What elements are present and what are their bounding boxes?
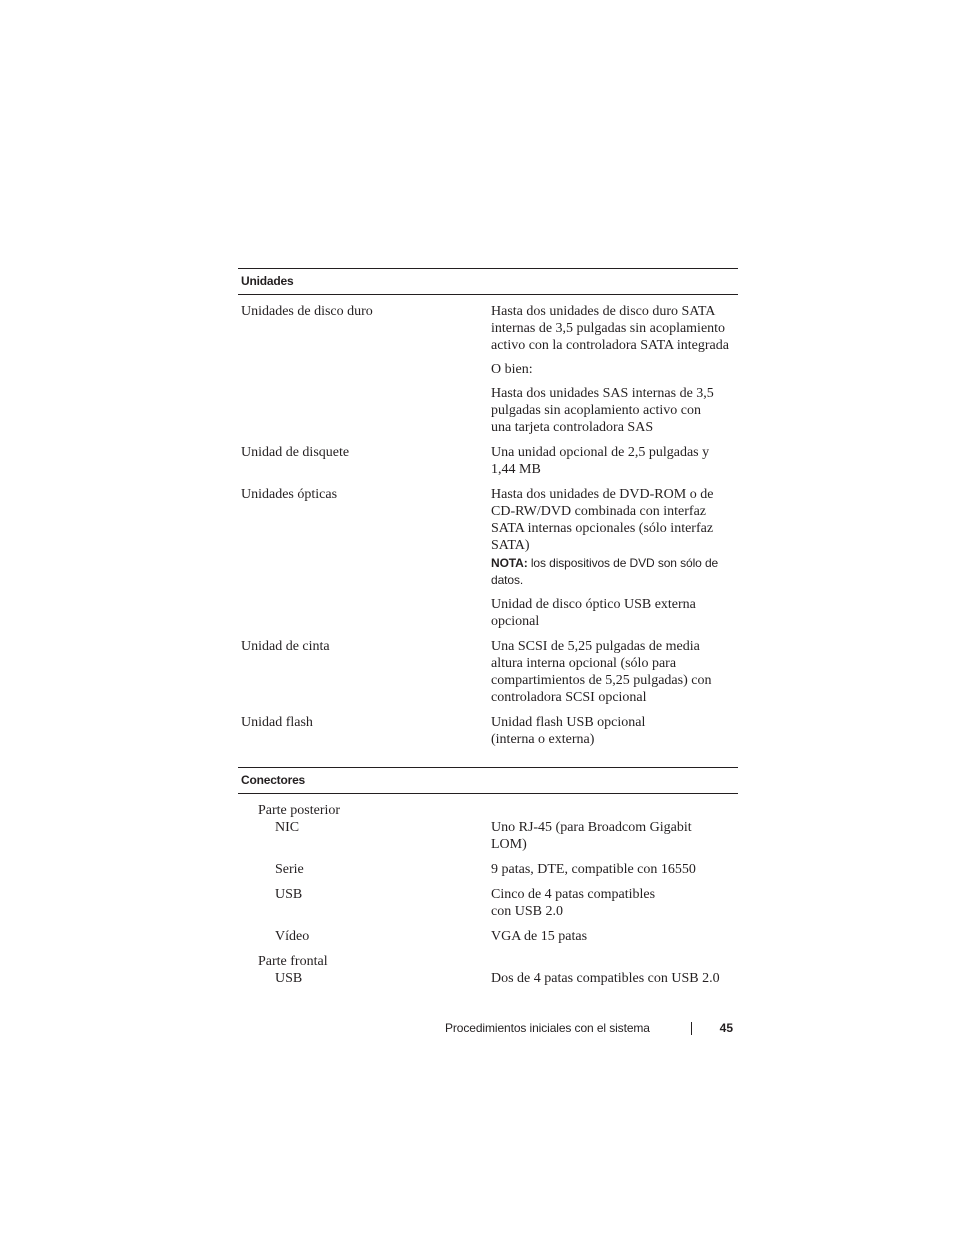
spec-row-disco-duro <box>238 303 738 444</box>
spec-value-text: Hasta dos unidades SAS internas de 3,5 pulgadas sin acoplamiento activo con una tarjeta controladora SAS <box>491 386 714 435</box>
spec-value-text: Hasta dos unidades de disco duro SATA internas de 3,5 pulgadas sin acoplamiento activo con la controladora SATA integrada <box>491 304 729 353</box>
spec-label: Serie <box>275 862 304 877</box>
page-number: 45 <box>719 1021 733 1035</box>
spec-group-label: Parte frontal <box>258 954 328 969</box>
spec-value-text: Hasta dos unidades de DVD-ROM o de CD-RW/DVD combinada con interfaz SATA internas opcionales (sólo interfaz SATA) <box>491 487 714 553</box>
spec-label: USB <box>275 971 303 986</box>
spec-label: Unidades ópticas <box>241 487 338 502</box>
spec-value-text: Uno RJ-45 (para Broadcom Gigabit LOM) <box>491 820 692 852</box>
spec-value <box>488 444 736 486</box>
spec-row-usb-posterior <box>238 886 738 928</box>
spec-value-text: Cinco de 4 patas compatibles con USB 2.0 <box>491 887 656 919</box>
spec-value <box>488 819 736 861</box>
spec-row-nic <box>238 819 738 861</box>
section-heading-conectores: Conectores <box>238 767 738 794</box>
spec-row-parte-posterior <box>238 802 738 819</box>
spec-value <box>488 638 736 714</box>
spec-row-opticas <box>238 486 738 638</box>
spec-value-text: Una unidad opcional de 2,5 pulgadas y 1,44 MB <box>491 445 710 477</box>
spec-table <box>238 268 738 995</box>
section-heading-unidades: Unidades <box>238 268 738 295</box>
spec-value <box>488 802 736 819</box>
spec-value <box>488 714 736 756</box>
spec-label: NIC <box>275 820 300 835</box>
note-text: los dispositivos de DVD son sólo de datos. <box>491 556 719 587</box>
note-label: NOTA: <box>491 556 528 570</box>
spec-row-video <box>238 928 738 953</box>
spec-value <box>488 486 736 638</box>
spec-value-text: O bien: <box>491 362 533 377</box>
spec-value <box>488 886 736 928</box>
spec-row-usb-frontal <box>238 970 738 995</box>
spec-label: Vídeo <box>275 929 310 944</box>
spec-value-text: VGA de 15 patas <box>491 929 588 944</box>
spec-label: Unidades de disco duro <box>241 304 373 319</box>
footer-title: Procedimientos iniciales con el sistema <box>445 1021 650 1035</box>
spec-value <box>488 928 736 953</box>
spec-label: Unidad de cinta <box>241 639 330 654</box>
spec-label: Unidad de disquete <box>241 445 350 460</box>
note <box>491 555 736 589</box>
spec-value <box>488 953 736 970</box>
spec-row-cinta <box>238 638 738 714</box>
spec-value-text: Unidad flash USB opcional (interna o externa) <box>491 715 646 747</box>
spec-value-text: Una SCSI de 5,25 pulgadas de media altura interna opcional (sólo para compartimientos de 5,25 pulgadas) con controladora SCSI opcional <box>491 639 712 705</box>
section-rows-unidades <box>238 295 738 756</box>
spec-label: Unidad flash <box>241 715 313 730</box>
page-footer <box>444 1019 736 1037</box>
spec-row-parte-frontal <box>238 953 738 970</box>
footer-separator <box>691 1022 692 1035</box>
spec-row-flash <box>238 714 738 756</box>
spec-group-label: Parte posterior <box>258 803 341 818</box>
spec-value-text: Unidad de disco óptico USB externa opcional <box>491 597 696 629</box>
spec-row-disquete <box>238 444 738 486</box>
spec-value-text: Dos de 4 patas compatibles con USB 2.0 <box>491 971 720 986</box>
spec-value <box>488 303 736 444</box>
spec-row-serie <box>238 861 738 886</box>
spec-label: USB <box>275 887 303 902</box>
spec-value-text: 9 patas, DTE, compatible con 16550 <box>491 862 696 877</box>
spec-value <box>488 861 736 886</box>
section-rows-conectores <box>238 794 738 995</box>
spec-value <box>488 970 736 995</box>
